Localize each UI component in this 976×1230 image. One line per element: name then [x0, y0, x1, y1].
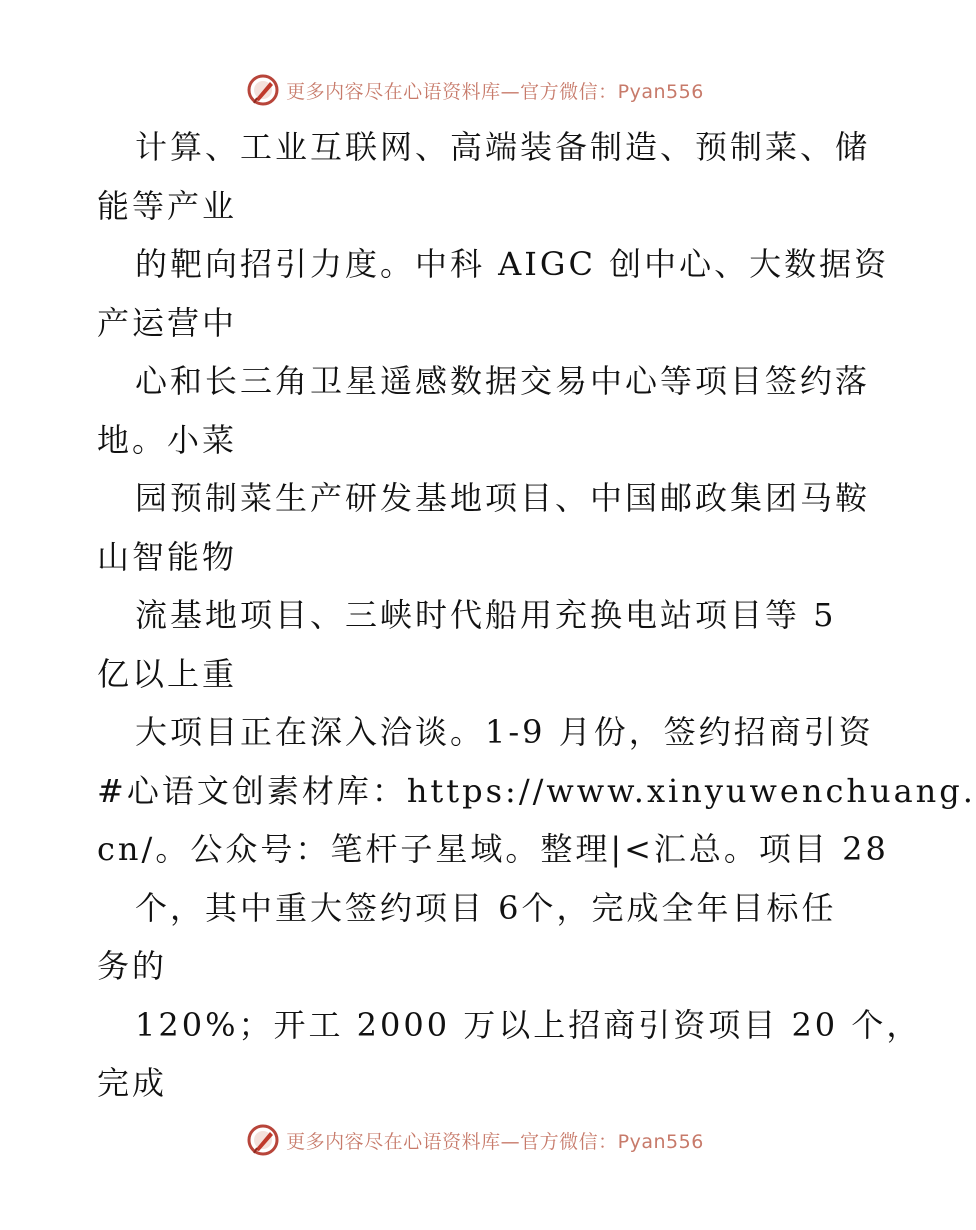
footer-banner-text: 更多内容尽在心语资料库—官方微信：Pyan556 — [286, 1130, 704, 1153]
text-line: 的靶向招引力度。中科 AIGC 创中心、大数据资 — [135, 245, 890, 283]
header-banner — [0, 70, 950, 110]
quill-pen-logo-icon — [246, 73, 280, 107]
text-line: 园预制菜生产研发基地项目、中国邮政集团马鞍 — [135, 479, 871, 517]
footer-banner — [0, 1120, 950, 1160]
text-line: 能等产业 — [97, 186, 238, 225]
text-line: 计算、工业互联网、高端装备制造、预制菜、储 — [135, 128, 871, 166]
text-line: 山智能物 — [97, 537, 238, 576]
header-banner-text: 更多内容尽在心语资料库—官方微信：Pyan556 — [286, 80, 704, 103]
text-line: 120%；开工 2000 万以上招商引资项目 20 个， — [135, 1005, 922, 1044]
text-line: #心语文创素材库：https://www.xinyuwenchuang. — [97, 771, 976, 810]
text-line: 完成 — [97, 1064, 168, 1102]
text-line: 个，其中重大签约项目 6个，完成全年目标任 — [135, 888, 837, 927]
text-line: 地。小菜 — [97, 420, 238, 459]
text-line: 大项目正在深入洽谈。1-9 月份，签约招商引资 — [135, 713, 874, 751]
quill-pen-logo-icon — [246, 1123, 280, 1157]
text-line: 亿以上重 — [97, 654, 238, 693]
text-line: 流基地项目、三峡时代船用充换电站项目等 5 — [135, 596, 837, 634]
text-line: 心和长三角卫星遥感数据交易中心等项目签约落 — [135, 362, 871, 400]
text-line: 务的 — [97, 947, 168, 985]
text-line: 产运营中 — [97, 303, 238, 342]
document-body — [97, 118, 976, 1113]
text-line: cn/。公众号：笔杆子星域。整理|<汇总。项目 28 — [97, 830, 889, 868]
